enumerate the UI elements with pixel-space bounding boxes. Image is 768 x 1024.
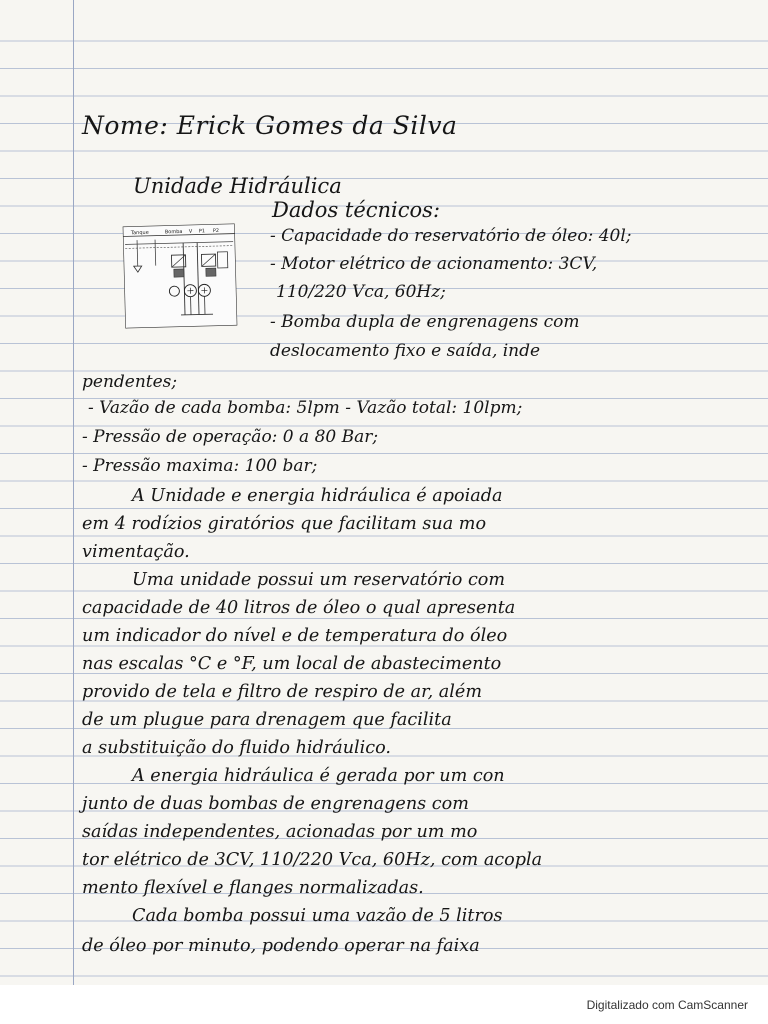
technical-data-heading: Dados técnicos: [272, 198, 441, 222]
diagram-label-p2: P2 [212, 227, 220, 235]
spec-line: 110/220 Vca, 60Hz; [276, 282, 446, 302]
body-line: em 4 rodízios giratórios que facilitam sua mo [82, 514, 487, 534]
diagram-label-tank: Tanque [130, 229, 149, 237]
body-line: vimentação. [82, 542, 190, 562]
document-title: Unidade Hidráulica [133, 174, 342, 198]
body-line: provido de tela e filtro de respiro de ar, além [82, 682, 482, 702]
body-line: de um plugue para drenagem que facilita [82, 710, 452, 730]
body-line: saídas independentes, acionadas por um mo [82, 822, 478, 842]
diagram-label-pump: Bomba [164, 228, 183, 236]
margin-line [73, 0, 74, 985]
spec-line: - Pressão maxima: 100 bar; [82, 456, 318, 476]
body-line: tor elétrico de 3CV, 110/220 Vca, 60Hz, com acopla [82, 850, 543, 870]
spec-line: - Bomba dupla de engrenagens com [270, 312, 580, 332]
body-line: junto de duas bombas de engrenagens com [82, 794, 469, 814]
body-line: Uma unidade possui um reservatório com [132, 570, 506, 590]
body-line: de óleo por minuto, podendo operar na faixa [82, 936, 480, 956]
body-line: nas escalas °C e °F, um local de abastecimento [82, 654, 502, 674]
body-line: A energia hidráulica é gerada por um con [132, 766, 505, 786]
scanner-footer [0, 985, 768, 1024]
spec-line: - Pressão de operação: 0 a 80 Bar; [82, 427, 379, 447]
spec-line: pendentes; [82, 372, 178, 392]
body-line: um indicador do nível e de temperatura do óleo [82, 626, 508, 646]
spec-line: - Capacidade do reservatório de óleo: 40l; [270, 226, 632, 246]
scanner-watermark: Digitalizado com CamScanner [586, 998, 748, 1012]
body-line: Cada bomba possui uma vazão de 5 litros [132, 906, 503, 926]
spec-line: - Motor elétrico de acionamento: 3CV, [270, 254, 598, 274]
student-name: Nome: Erick Gomes da Silva [82, 111, 458, 140]
body-line: A Unidade e energia hidráulica é apoiada [132, 486, 503, 506]
spec-line: deslocamento fixo e saída, inde [270, 341, 541, 361]
body-line: mento flexível e flanges normalizadas. [82, 878, 424, 898]
body-line: a substituição do fluido hidráulico. [82, 738, 392, 758]
hydraulic-circuit-diagram [123, 224, 238, 329]
spec-line: - Vazão de cada bomba: 5lpm - Vazão total: 10lpm; [88, 398, 523, 418]
diagram-label-v: V [188, 228, 193, 235]
body-line: capacidade de 40 litros de óleo o qual apresenta [82, 598, 516, 618]
diagram-label-p1: P1 [198, 228, 206, 235]
